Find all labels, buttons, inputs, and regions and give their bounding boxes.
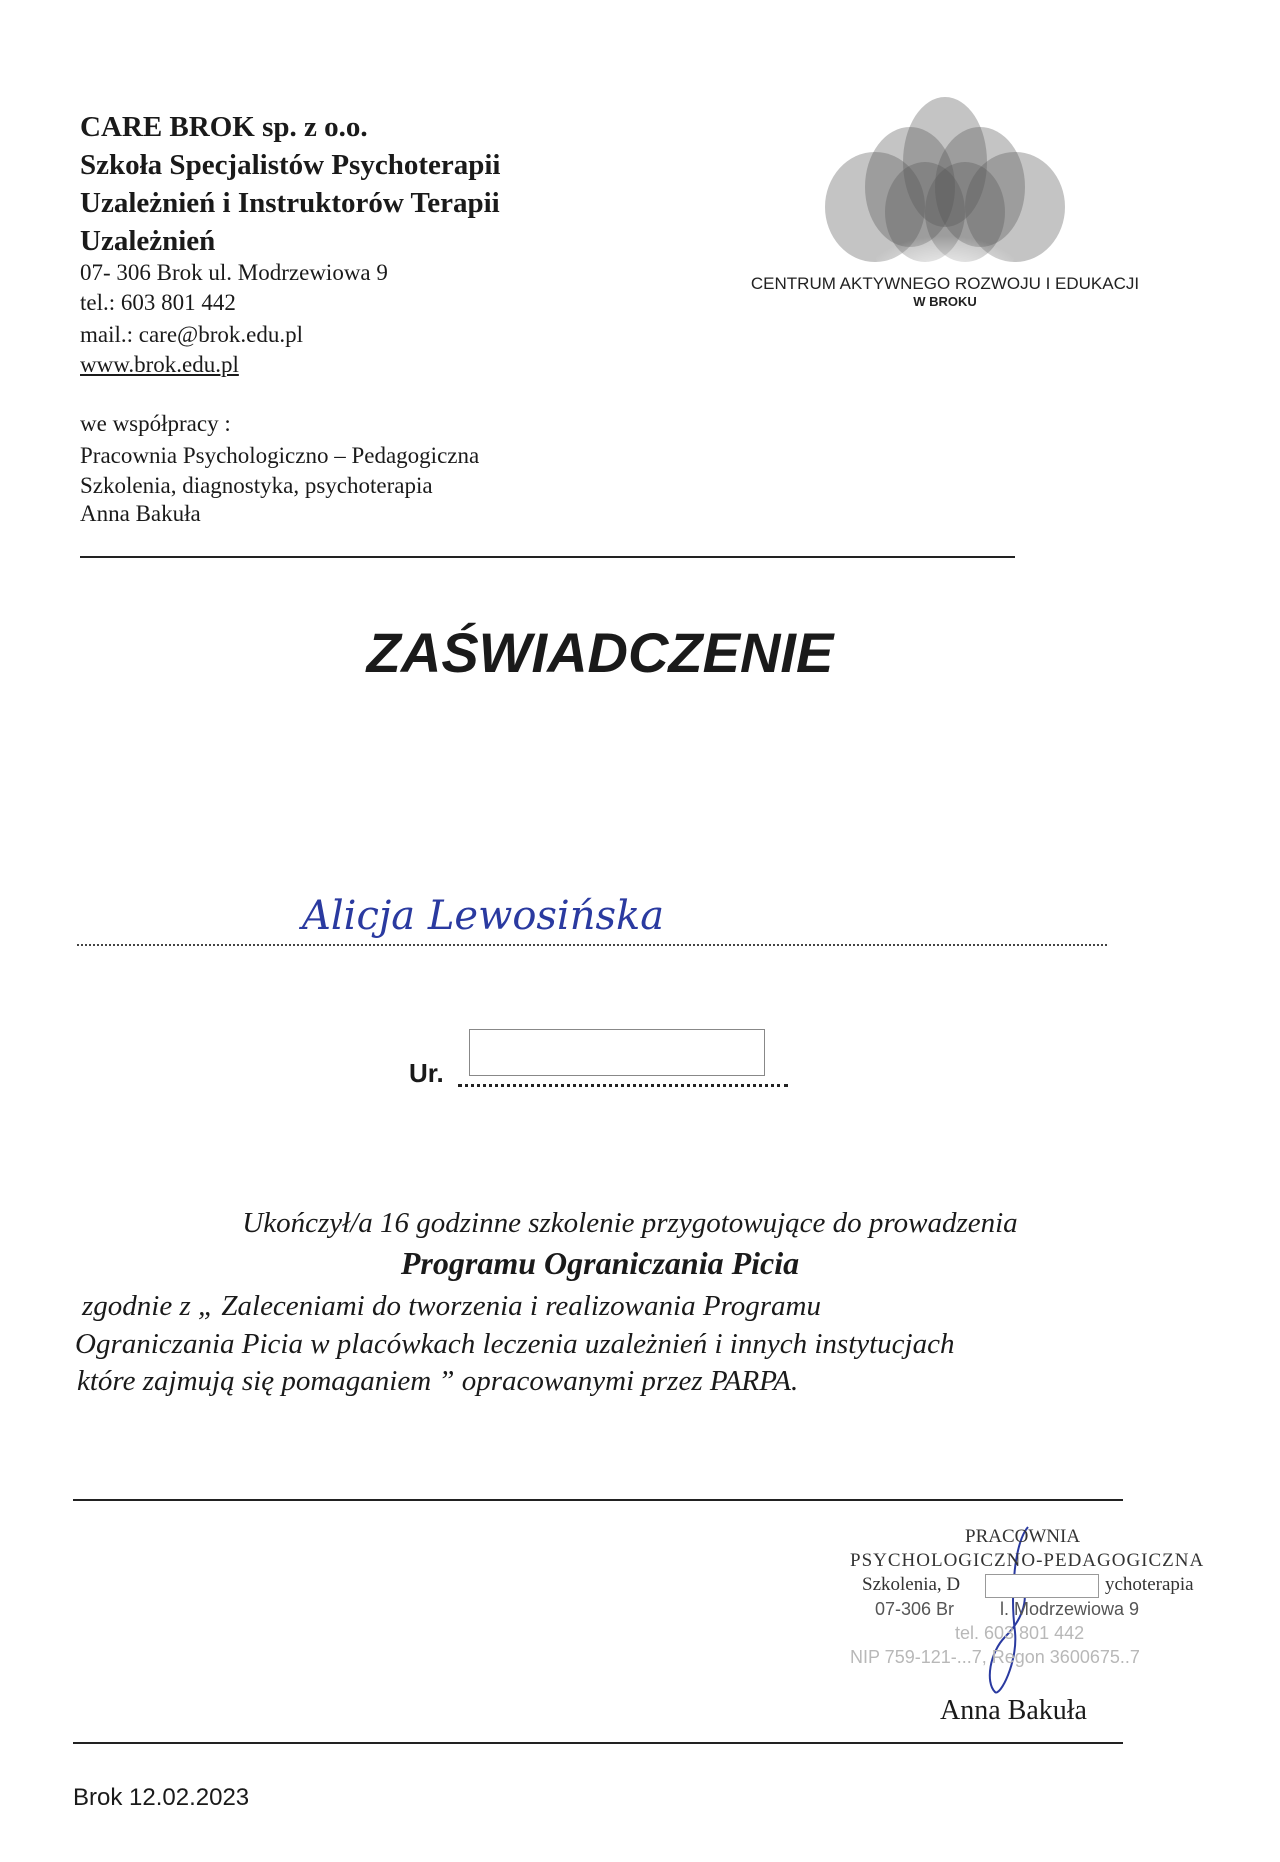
cooperation-line2: Szkolenia, diagnostyka, psychoterapia — [80, 473, 433, 498]
body-line5: które zajmują się pomaganiem ” opracowanymi przez PARPA. — [77, 1365, 799, 1397]
body-line1: Ukończył/a 16 godzinne szkolenie przygotowujące do prowadzenia — [242, 1207, 1018, 1239]
stamp-line6: NIP 759-121-...7, Regon 3600675..7 — [850, 1647, 1140, 1667]
signatory-name: Anna Bakuła — [940, 1695, 1087, 1726]
place-and-date: Brok 12.02.2023 — [73, 1784, 250, 1811]
logo-text-line1: CENTRUM AKTYWNEGO ROZWOJU I EDUKACJI — [750, 274, 1140, 293]
website-link[interactable]: www.brok.edu.pl — [80, 352, 239, 377]
footer-divider — [73, 1742, 1123, 1744]
document-title: ZAŚWIADCZENIE — [366, 621, 834, 684]
stamp-line4a: 07-306 Br — [875, 1599, 955, 1619]
stamp-line3a: Szkolenia, D — [862, 1574, 961, 1595]
birth-label: Ur. — [409, 1058, 444, 1088]
stamp-line1: PRACOWNIA — [965, 1526, 1081, 1547]
logo-text-line2: W BROKU — [913, 294, 977, 309]
lotus-icon — [815, 92, 1075, 270]
email: mail.: care@brok.edu.pl — [80, 322, 303, 347]
header-divider — [80, 556, 1015, 558]
cooperation-label: we współpracy : — [80, 411, 231, 436]
redacted-birthdate — [469, 1029, 765, 1076]
school-name-line1: Szkoła Specjalistów Psychoterapii — [80, 149, 501, 181]
recipient-name-handwritten: Alicja Lewosińska — [302, 893, 665, 939]
program-name: Programu Ograniczania Picia — [400, 1245, 800, 1281]
school-name-line2: Uzależnień i Instruktorów Terapii — [80, 187, 500, 219]
stamp-line5: tel. 603 801 442 — [955, 1623, 1085, 1643]
cooperation-line1: Pracownia Psychologiczno – Pedagogiczna — [80, 443, 480, 468]
address: 07- 306 Brok ul. Modrzewiowa 9 — [80, 260, 388, 285]
body-line4: Ograniczania Picia w placówkach leczenia uzależnień i innych instytucjach — [75, 1328, 955, 1360]
company-name: CARE BROK sp. z o.o. — [80, 111, 368, 143]
body-line3: zgodnie z „ Zaleceniami do tworzenia i realizowania Programu — [82, 1290, 821, 1322]
stamp-line2: PSYCHOLOGICZNO-PEDAGOGICZNA — [850, 1550, 1205, 1571]
redacted-stamp-area — [985, 1574, 1099, 1598]
school-name-line3: Uzależnień — [80, 225, 216, 257]
cooperation-line3: Anna Bakuła — [80, 501, 201, 526]
birth-dotted-line — [458, 1070, 788, 1087]
stamp-line4b: l. Modrzewiowa 9 — [1000, 1599, 1140, 1619]
stamp-line3b: ychoterapia — [1105, 1574, 1194, 1595]
body-divider — [73, 1499, 1123, 1501]
phone: tel.: 603 801 442 — [80, 290, 236, 315]
